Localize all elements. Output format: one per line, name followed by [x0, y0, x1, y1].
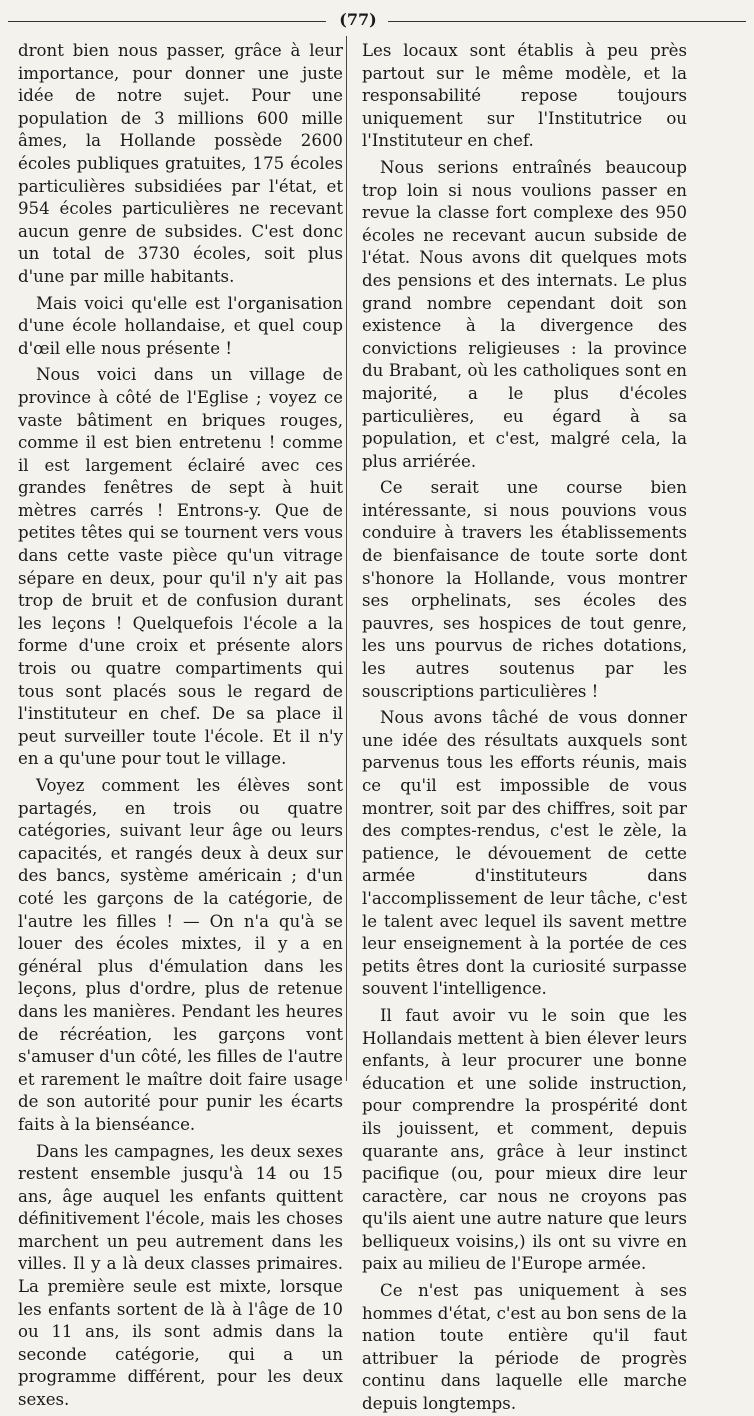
- page-header: [8, 10, 746, 30]
- header-rule-right: [388, 21, 746, 22]
- column-divider: [346, 36, 347, 1081]
- paragraph: Nous serions entraînés beaucoup trop loin si nous voulions passer en revue la classe fort complexe des 950 écoles ne recevant aucun subside de l'état. Nous avons dit quelques mots des pensions et des internats. Le plus grand nombre cependant doit son existence à la divergence des convictions religieuses : la province du Brabant, où les catholiques sont en majorité, a le plus d'écoles particulières, eu égard à sa population, et c'est, malgré cela, la plus arriérée.: [362, 157, 687, 471]
- header-rule-left: [8, 21, 326, 22]
- paragraph: Nous voici dans un village de province à côté de l'Eglise ; voyez ce vaste bâtiment en briques rouges, comme il est bien entretenu ! comme il est largement éclairé avec ces grandes fenêtres de sept à huit mètres carrés ! Entrons-y. Que de petites têtes qui se tournent vers vous dans cette vaste pièce qu'un vitrage sépare en deux, pour qu'il n'y ait pas trop de bruit et de confusion durant les leçons ! Quelquefois l'école a la forme d'une croix et présente alors trois ou quatre compartiments qui tous sont placés sous le regard de l'instituteur en chef. De sa place il peut surveiller toute l'école. Et il n'y en a qu'une pour tout le village.: [18, 365, 343, 769]
- paragraph: Dans les campagnes, les deux sexes restent ensemble jusqu'à 14 ou 15 ans, âge auquel les enfants quittent définitivement l'école, mais les choses marchent un peu autrement dans les villes. Il y a là deux classes primaires. La première seule est mixte, lorsque les enfants sortent de là à l'âge de 10 ou 11 ans, ils sont admis dans la seconde catégorie, qui a un programme différent, pour les deux sexes.: [18, 1141, 343, 1410]
- page-number: (77): [339, 10, 377, 29]
- paragraph: dront bien nous passer, grâce à leur importance, pour donner une juste idée de notre sujet. Pour une population de 3 millions 600 mille âmes, la Hollande possède 2600 écoles publiques gratuites, 175 écoles particulières subsidiées par l'état, et 954 écoles particulières ne recevant aucun genre de subsides. C'est donc un total de 3730 écoles, soit plus d'une par mille habitants.: [18, 41, 343, 286]
- paragraph: Les locaux sont établis à peu près partout sur le même modèle, et la responsabilité repose toujours uniquement sur l'Institutrice ou l'Instituteur en chef.: [362, 41, 687, 151]
- paragraph: Ce n'est pas uniquement à ses hommes d'état, c'est au bon sens de la nation toute entière qu'il faut attribuer la période de progrès continu dans laquelle elle marche depuis longtemps.: [362, 1281, 687, 1414]
- paragraph: Nous avons tâché de vous donner une idée des résultats auxquels sont parvenus tous les efforts réunis, mais ce qu'il est impossible de vous montrer, soit par des chiffres, soit par des comptes-rendus, c'est le zèle, la patience, le dévouement de cette armée d'instituteurs dans l'accomplissement de leur tâche, c'est le talent avec lequel ils savent mettre leur enseignement à la portée de ces petits êtres dont la curiosité surpasse souvent l'intelligence.: [362, 708, 687, 999]
- right-column: [362, 40, 687, 1416]
- paragraph: Ce serait une course bien intéressante, si nous pouvions vous conduire à travers les établissements de bienfaisance de toute sorte dont s'honore la Hollande, vous montrer ses orphelinats, ses écoles des pauvres, ses hospices de tout genre, les uns pourvus de riches dotations, les autres soutenus par les souscriptions particulières !: [362, 478, 687, 701]
- left-column: [18, 40, 343, 1412]
- paragraph: Il faut avoir vu le soin que les Hollandais mettent à bien élever leurs enfants, à leur procurer une bonne éducation et une solide instruction, pour comprendre la prospérité dont ils jouissent, et comment, depuis quarante ans, grâce à leur instinct pacifique (ou, pour mieux dire leur caractère, car nous ne croyons pas qu'ils aient une autre nature que leurs belliqueux voisins,) ils ont su vivre en paix au milieu de l'Europe armée.: [362, 1005, 687, 1274]
- paragraph: Mais voici qu'elle est l'organisation d'une école hollandaise, et quel coup d'œil elle nous présente !: [18, 293, 343, 358]
- paragraph: Voyez comment les élèves sont partagés, en trois ou quatre catégories, suivant leur âge ou leurs capacités, et rangés deux à deux sur des bancs, système américain ; d'un coté les garçons de la catégorie, de l'autre les filles ! — On n'a qu'à se louer des écoles mixtes, il y a en général plus d'émulation dans les leçons, plus d'ordre, plus de retenue dans les manières. Pendant les heures de récréation, les garçons vont s'amuser d'un côté, les filles de l'autre et rarement le maître doit faire usage de son autorité pour punir les écarts faits à la bienséance.: [18, 776, 343, 1134]
